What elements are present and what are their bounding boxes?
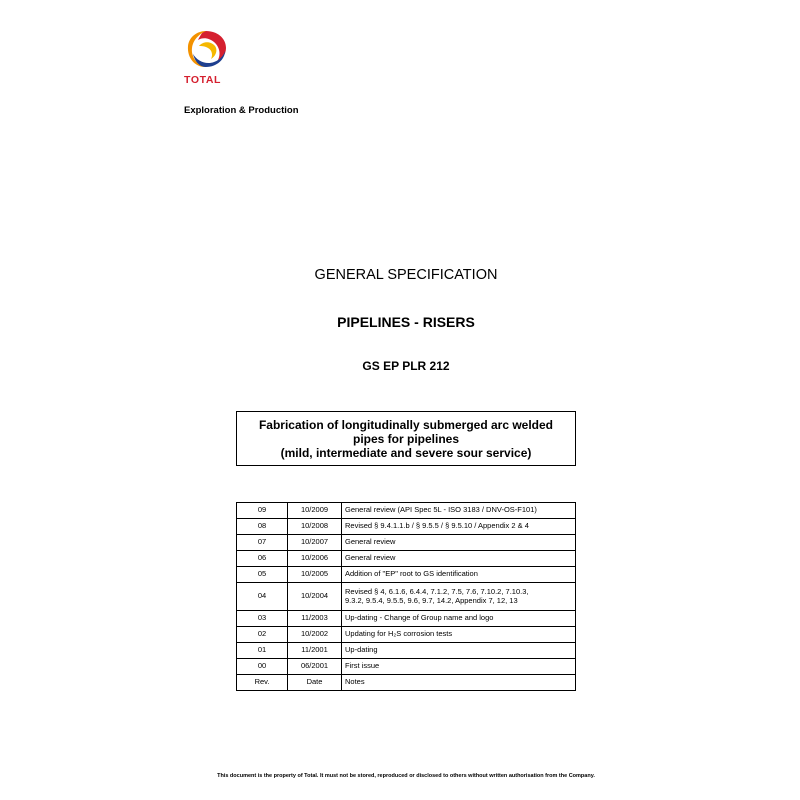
- subject-line: pipes for pipelines: [352, 431, 460, 446]
- revision-notes: General review: [342, 535, 576, 551]
- column-header-date: Date: [288, 675, 342, 691]
- revision-date: 10/2004: [288, 583, 342, 611]
- revision-notes: General review (API Spec 5L - ISO 3183 / DNV-OS-F101): [342, 503, 576, 519]
- table-row: [237, 583, 576, 611]
- company-logo-text: TOTAL: [184, 74, 222, 86]
- revision-notes-line: Revised § 4, 6.1.6, 6.4.4, 7.1.2, 7.5, 7.6, 7.10.2, 7.10.3,: [345, 587, 529, 596]
- revision-notes: Revised § 9.4.1.1.b / § 9.5.5 / § 9.5.10 / Appendix 2 & 4: [342, 519, 576, 535]
- revision-notes: Updating for H₂S corrosion tests: [342, 627, 576, 643]
- revision-notes: Addition of "EP" root to GS identification: [342, 567, 576, 583]
- revision-notes: General review: [342, 551, 576, 567]
- document-title: PIPELINES - RISERS: [337, 314, 475, 330]
- table-row: [237, 535, 576, 551]
- revision-notes: Up-dating: [342, 643, 576, 659]
- revision-number: 03: [237, 611, 288, 627]
- revision-notes: Up-dating - Change of Group name and logo: [342, 611, 576, 627]
- revision-number: 02: [237, 627, 288, 643]
- division-name: Exploration & Production: [184, 105, 299, 116]
- subject-line: (mild, intermediate and severe sour service): [280, 445, 532, 460]
- revision-history-table: [236, 502, 576, 691]
- table-row: [237, 551, 576, 567]
- revision-number: 04: [237, 583, 288, 611]
- revision-date: 06/2001: [288, 659, 342, 675]
- revision-date: 10/2008: [288, 519, 342, 535]
- revision-number: 07: [237, 535, 288, 551]
- revision-date: 11/2003: [288, 611, 342, 627]
- revision-number: 00: [237, 659, 288, 675]
- revision-number: 05: [237, 567, 288, 583]
- table-row: [237, 519, 576, 535]
- confidentiality-notice: This document is the property of Total. It must not be stored, reproduced or disclosed to others without written authorisation from the Company.: [217, 773, 595, 779]
- total-logo-icon: [181, 24, 231, 74]
- revision-number: 08: [237, 519, 288, 535]
- revision-number: 01: [237, 643, 288, 659]
- revision-date: 10/2006: [288, 551, 342, 567]
- revision-date: 10/2005: [288, 567, 342, 583]
- revision-notes: First issue: [342, 659, 576, 675]
- revision-number: 09: [237, 503, 288, 519]
- revision-number: 06: [237, 551, 288, 567]
- document-subject-box: [236, 411, 576, 466]
- revision-date: 11/2001: [288, 643, 342, 659]
- table-row: [237, 627, 576, 643]
- table-row: [237, 659, 576, 675]
- subject-line: Fabrication of longitudinally submerged arc welded: [258, 417, 554, 432]
- column-header-notes: Notes: [342, 675, 576, 691]
- revision-date: 10/2009: [288, 503, 342, 519]
- document-type: GENERAL SPECIFICATION: [314, 267, 498, 283]
- document-reference: GS EP PLR 212: [362, 359, 450, 373]
- revision-notes-line: 9.3.2, 9.5.4, 9.5.5, 9.6, 9.7, 14.2, Appendix 7, 12, 13: [345, 595, 518, 605]
- table-row: [237, 643, 576, 659]
- table-row: [237, 611, 576, 627]
- table-header-row: [237, 675, 576, 691]
- table-row: [237, 567, 576, 583]
- revision-notes: [342, 583, 576, 611]
- revision-date: 10/2007: [288, 535, 342, 551]
- revision-date: 10/2002: [288, 627, 342, 643]
- column-header-rev: Rev.: [237, 675, 288, 691]
- table-row: [237, 503, 576, 519]
